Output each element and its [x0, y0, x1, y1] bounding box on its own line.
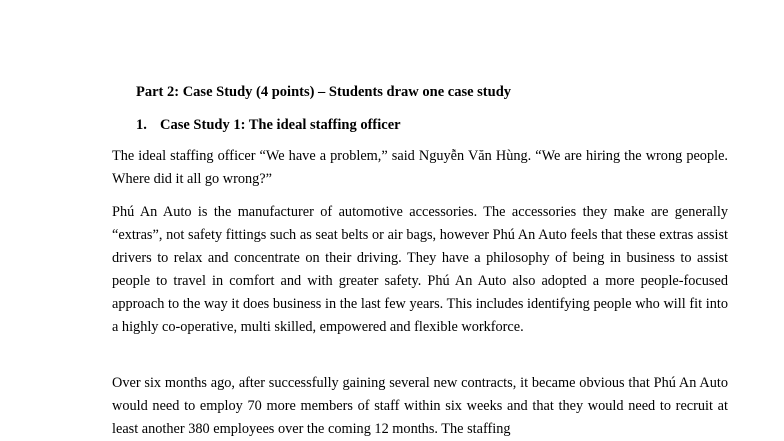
part-heading: Part 2: Case Study (4 points) – Students draw one case study	[136, 84, 512, 100]
case-heading-number: 1.	[136, 117, 147, 133]
case-heading	[136, 115, 401, 135]
paragraph: Over six months ago, after successfully gaining several new contracts, it became obvious that Phú An Auto would need to employ 70 more members of staff within six weeks and that they would need to recruit at least another 380 employees over the coming 12 months. The staffing	[112, 375, 728, 437]
paragraph: The ideal staffing officer “We have a problem,” said Nguyễn Văn Hùng. “We are hiring the wrong people. Where did it all go wrong?”	[112, 148, 728, 187]
case-heading-title: Case Study 1: The ideal staffing officer	[160, 117, 401, 133]
paragraph: Phú An Auto is the manufacturer of automotive accessories. The accessories they make are generally “extras”, not safety fittings such as seat belts or air bags, however Phú An Auto feels that these extras assist drivers to relax and concentrate on their driving. They have a philosophy of being in business to assist people to travel in comfort and with greater safety. Phú An Auto also adopted a more people-focused approach to the way it does business in the last few years. This includes identifying people who will fit into a highly co-operative, multi skilled, empowered and flexible workforce.	[112, 204, 728, 335]
